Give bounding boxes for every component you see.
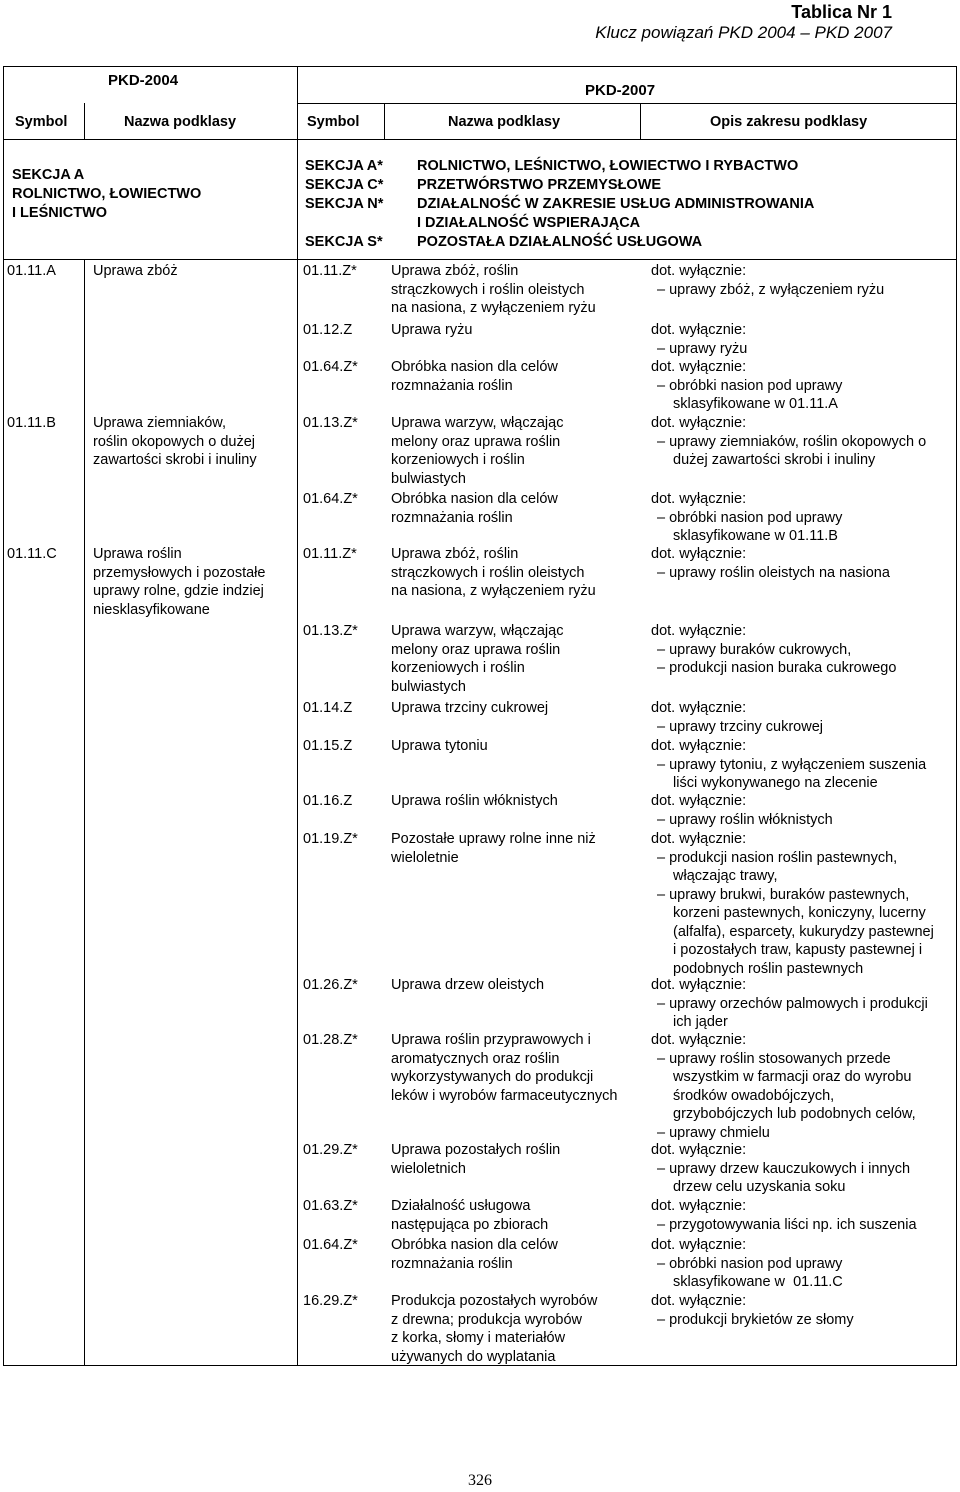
pkd2004-name-line: przemysłowych i pozostałe — [93, 564, 266, 581]
pkd2007-name-line: na nasiona, z wyłączeniem ryżu — [391, 300, 596, 316]
pkd2007-name-line: Uprawa pozostałych roślin — [391, 1142, 561, 1158]
pkd2007-scope-line: dot. wyłącznie: — [651, 359, 747, 375]
pkd2004-name-line: Uprawa zbóż — [93, 263, 178, 279]
pkd2007-name-line: Uprawa warzyw, włączając — [391, 415, 564, 431]
pkd2007-name-line: strączkowych i roślin oleistych — [391, 564, 585, 581]
pkd2007-scope-line: dot. wyłącznie: — [651, 700, 747, 716]
table-subtitle: Klucz powiązań PKD 2004 – PKD 2007 — [595, 23, 892, 42]
new-section-symbol: SEKCJA C* — [305, 177, 384, 193]
pkd2007-scope-line: dot. wyłącznie: — [651, 546, 747, 562]
pkd2007-scope-line: dot. wyłącznie: — [651, 1142, 747, 1158]
pkd2007-name-line: wieloletnie — [391, 849, 459, 866]
pkd2007-scope-line: – obróbki nasion pod uprawy — [657, 1255, 843, 1272]
pkd2007-name-line: Uprawa trzciny cukrowej — [391, 700, 549, 716]
pkd2007-scope-line: – produkcji nasion buraka cukrowego — [657, 660, 897, 676]
pkd2007-name-line: melony oraz uprawa roślin — [391, 433, 561, 450]
new-section-name: I DZIAŁALNOŚĆ WSPIERAJĄCA — [417, 215, 641, 231]
pkd2007-scope-line: – obróbki nasion pod uprawy — [657, 509, 843, 526]
pkd2007-name-line: Uprawa ryżu — [391, 322, 473, 338]
pkd2007-scope-line: liści wykonywanego na zlecenie — [673, 775, 878, 791]
pkd2007-symbol: 01.13.Z* — [303, 623, 358, 639]
pkd2007-scope-line: – uprawy drzew kauczukowych i innych — [657, 1160, 911, 1177]
pkd2007-name-line: Pozostałe uprawy rolne inne niż — [391, 831, 596, 847]
pkd2004-name-line: uprawy rolne, gdzie indziej — [93, 583, 264, 599]
pkd2007-symbol: 01.63.Z* — [303, 1198, 358, 1214]
pkd2007-scope-line: dot. wyłącznie: — [651, 415, 747, 431]
pkd2007-scope-line: dot. wyłącznie: — [651, 1293, 747, 1309]
pkd2007-name-line: rozmnażania roślin — [391, 509, 513, 526]
new-section-name: ROLNICTWO, LEŚNICTWO, ŁOWIECTWO I RYBACTWO — [417, 158, 799, 174]
new-section-symbol: SEKCJA A* — [305, 158, 383, 174]
pkd2007-name-line: Uprawa roślin przyprawowych i — [391, 1032, 591, 1048]
pkd2007-name-line: Produkcja pozostałych wyrobów — [391, 1293, 598, 1309]
pkd2007-symbol: 01.28.Z* — [303, 1032, 358, 1048]
pkd2007-symbol: 01.64.Z* — [303, 1237, 358, 1253]
pkd2007-scope-line: dot. wyłącznie: — [651, 1198, 747, 1214]
col-symbol-2007: Symbol — [307, 114, 360, 130]
pkd2007-scope-line: – uprawy trzciny cukrowej — [657, 718, 823, 735]
pkd2007-scope-line: – produkcji nasion roślin pastewnych, — [657, 849, 898, 866]
pkd2007-scope-line: dot. wyłącznie: — [651, 738, 747, 754]
pkd2007-scope-line: – produkcji brykietów ze słomy — [657, 1311, 854, 1328]
col-name-2004: Nazwa podklasy — [124, 114, 237, 130]
pkd2007-scope-line: – uprawy roślin oleistych na nasiona — [657, 564, 890, 581]
pkd2007-symbol: 01.12.Z — [303, 322, 353, 338]
pkd2007-name-line: aromatycznych oraz roślin — [391, 1050, 560, 1067]
pkd2007-name-line: z korka, słomy i materiałów — [391, 1330, 566, 1346]
pkd2007-name-line: Obróbka nasion dla celów — [391, 1237, 558, 1253]
pkd2007-scope-line: – uprawy roślin włóknistych — [657, 811, 833, 828]
pkd2007-scope-line: – uprawy brukwi, buraków pastewnych, — [657, 886, 910, 903]
page-number: 326 — [468, 1472, 492, 1489]
new-section-name: PRZETWÓRSTWO PRZEMYSŁOWE — [417, 177, 662, 193]
pkd2004-name-line: niesklasyfikowane — [93, 601, 210, 618]
new-section-name: POZOSTAŁA DZIAŁALNOŚĆ USŁUGOWA — [417, 234, 703, 250]
col-scope: Opis zakresu podklasy — [710, 114, 868, 130]
pkd2007-name-line: używanych do wyplatania — [391, 1348, 556, 1365]
pkd2007-name-line: wieloletnich — [391, 1160, 466, 1177]
pkd2007-scope-line: dot. wyłącznie: — [651, 322, 747, 338]
pkd2007-header: PKD-2007 — [585, 82, 656, 99]
old-section-line: SEKCJA A — [12, 167, 85, 183]
pkd2004-header: PKD-2004 — [108, 72, 179, 89]
pkd2007-symbol: 01.64.Z* — [303, 491, 358, 507]
pkd2007-symbol: 16.29.Z* — [303, 1293, 358, 1309]
pkd2007-scope-line: dot. wyłącznie: — [651, 623, 747, 639]
pkd2007-name-line: bulwiastych — [391, 678, 466, 695]
pkd2007-scope-line: – uprawy ziemniaków, roślin okopowych o — [657, 433, 927, 450]
pkd2007-name-line: na nasiona, z wyłączeniem ryżu — [391, 583, 596, 599]
table-title: Tablica Nr 1 — [791, 2, 892, 22]
pkd2007-scope-line: dot. wyłącznie: — [651, 263, 747, 279]
pkd2007-scope-line: sklasyfikowane w 01.11.C — [673, 1274, 843, 1290]
pkd2007-name-line: Obróbka nasion dla celów — [391, 491, 558, 507]
new-section-symbol: SEKCJA N* — [305, 196, 384, 212]
pkd2007-name-line: Uprawa zbóż, roślin — [391, 546, 519, 562]
pkd2007-scope-line: drzew celu uzyskania soku — [673, 1179, 846, 1195]
pkd2007-name-line: korzeniowych i roślin — [391, 452, 525, 468]
pkd2004-name-line: Uprawa roślin — [93, 546, 182, 562]
pkd2007-symbol: 01.64.Z* — [303, 359, 358, 375]
pkd2007-scope-line: korzeni pastewnych, koniczyny, lucerny — [673, 905, 926, 921]
pkd2004-symbol: 01.11.B — [7, 415, 56, 431]
pkd2007-scope-line: włączając trawy, — [673, 868, 778, 884]
pkd2007-name-line: wykorzystywanych do produkcji — [391, 1069, 594, 1085]
pkd2007-scope-line: – uprawy zbóż, z wyłączeniem ryżu — [657, 281, 885, 298]
pkd2007-scope-line: grzybobójczych lub podobnych celów, — [673, 1106, 916, 1122]
pkd2007-symbol: 01.26.Z* — [303, 977, 358, 993]
pkd2007-scope-line: dot. wyłącznie: — [651, 1032, 747, 1048]
pkd2004-symbol: 01.11.A — [7, 263, 56, 279]
pkd2007-symbol: 01.19.Z* — [303, 831, 358, 847]
col-name-2007: Nazwa podklasy — [448, 114, 561, 130]
pkd2007-name-line: Obróbka nasion dla celów — [391, 359, 558, 375]
pkd2007-name-line: korzeniowych i roślin — [391, 660, 525, 676]
pkd2007-symbol: 01.15.Z — [303, 738, 353, 754]
pkd2004-name-line: roślin okopowych o dużej — [93, 433, 256, 450]
pkd2007-symbol: 01.16.Z — [303, 793, 353, 809]
pkd2007-name-line: Uprawa tytoniu — [391, 738, 488, 754]
pkd2007-name-line: Uprawa roślin włóknistych — [391, 793, 558, 809]
pkd2007-scope-line: dużej zawartości skrobi i inuliny — [673, 452, 876, 468]
pkd2007-scope-line: – uprawy orzechów palmowych i produkcji — [657, 995, 928, 1012]
pkd2007-scope-line: dot. wyłącznie: — [651, 1237, 747, 1253]
pkd2007-scope-line: – uprawy tytoniu, z wyłączeniem suszenia — [657, 756, 927, 773]
pkd2007-scope-line: (alfalfa), esparcety, kukurydzy pastewnej — [673, 923, 934, 940]
pkd2007-name-line: Działalność usługowa — [391, 1198, 531, 1214]
pkd2007-scope-line: dot. wyłącznie: — [651, 793, 747, 809]
pkd2007-name-line: Uprawa drzew oleistych — [391, 977, 545, 993]
pkd2007-scope-line: – przygotowywania liści np. ich suszenia — [657, 1216, 917, 1233]
new-section-name: DZIAŁALNOŚĆ W ZAKRESIE USŁUG ADMINISTROWANIA — [417, 196, 815, 212]
pkd2004-name-line: zawartości skrobi i inuliny — [93, 452, 257, 468]
new-section-symbol: SEKCJA S* — [305, 234, 383, 250]
old-section-line: ROLNICTWO, ŁOWIECTWO — [12, 186, 202, 202]
pkd2007-name-line: następująca po zbiorach — [391, 1216, 549, 1233]
col-symbol-2004: Symbol — [15, 114, 68, 130]
pkd2007-name-line: Uprawa zbóż, roślin — [391, 263, 519, 279]
pkd2007-scope-line: dot. wyłącznie: — [651, 491, 747, 507]
pkd2007-name-line: bulwiastych — [391, 470, 466, 487]
pkd2004-name-line: Uprawa ziemniaków, — [93, 415, 226, 431]
pkd2007-name-line: Uprawa warzyw, włączając — [391, 623, 564, 639]
pkd2007-scope-line: – uprawy roślin stosowanych przede — [657, 1050, 891, 1067]
pkd2007-scope-line: wszystkim w farmacji oraz do wyrobu — [673, 1069, 912, 1085]
pkd2007-scope-line: dot. wyłącznie: — [651, 977, 747, 993]
pkd2007-symbol: 01.11.Z* — [303, 546, 357, 562]
pkd2004-symbol: 01.11.C — [7, 546, 57, 562]
pkd2007-name-line: rozmnażania roślin — [391, 1255, 513, 1272]
pkd2007-scope-line: – obróbki nasion pod uprawy — [657, 377, 843, 394]
pkd2007-symbol: 01.13.Z* — [303, 415, 358, 431]
pkd2007-symbol: 01.29.Z* — [303, 1142, 358, 1158]
pkd2007-scope-line: – uprawy chmielu — [657, 1124, 770, 1141]
pkd2007-scope-line: podobnych roślin pastewnych — [673, 960, 864, 977]
pkd2007-symbol: 01.11.Z* — [303, 263, 357, 279]
pkd2007-name-line: leków i wyrobów farmaceutycznych — [391, 1087, 618, 1104]
pkd2007-scope-line: – uprawy buraków cukrowych, — [657, 641, 852, 658]
pkd2007-scope-line: sklasyfikowane w 01.11.A — [673, 396, 838, 412]
pkd2007-scope-line: i pozostałych traw, kapusty pastewnej i — [673, 942, 923, 958]
pkd2007-name-line: z drewna; produkcja wyrobów — [391, 1311, 583, 1328]
pkd2007-name-line: rozmnażania roślin — [391, 377, 513, 394]
pkd2007-scope-line: środków owadobójczych, — [673, 1087, 835, 1104]
old-section-line: I LEŚNICTWO — [12, 205, 108, 221]
pkd2007-scope-line: ich jąder — [673, 1014, 728, 1030]
pkd2007-symbol: 01.14.Z — [303, 700, 353, 716]
pkd2007-scope-line: sklasyfikowane w 01.11.B — [673, 528, 838, 544]
pkd2007-scope-line: – uprawy ryżu — [657, 340, 748, 357]
pkd2007-scope-line: dot. wyłącznie: — [651, 831, 747, 847]
pkd2007-name-line: strączkowych i roślin oleistych — [391, 281, 585, 298]
pkd2007-name-line: melony oraz uprawa roślin — [391, 641, 561, 658]
